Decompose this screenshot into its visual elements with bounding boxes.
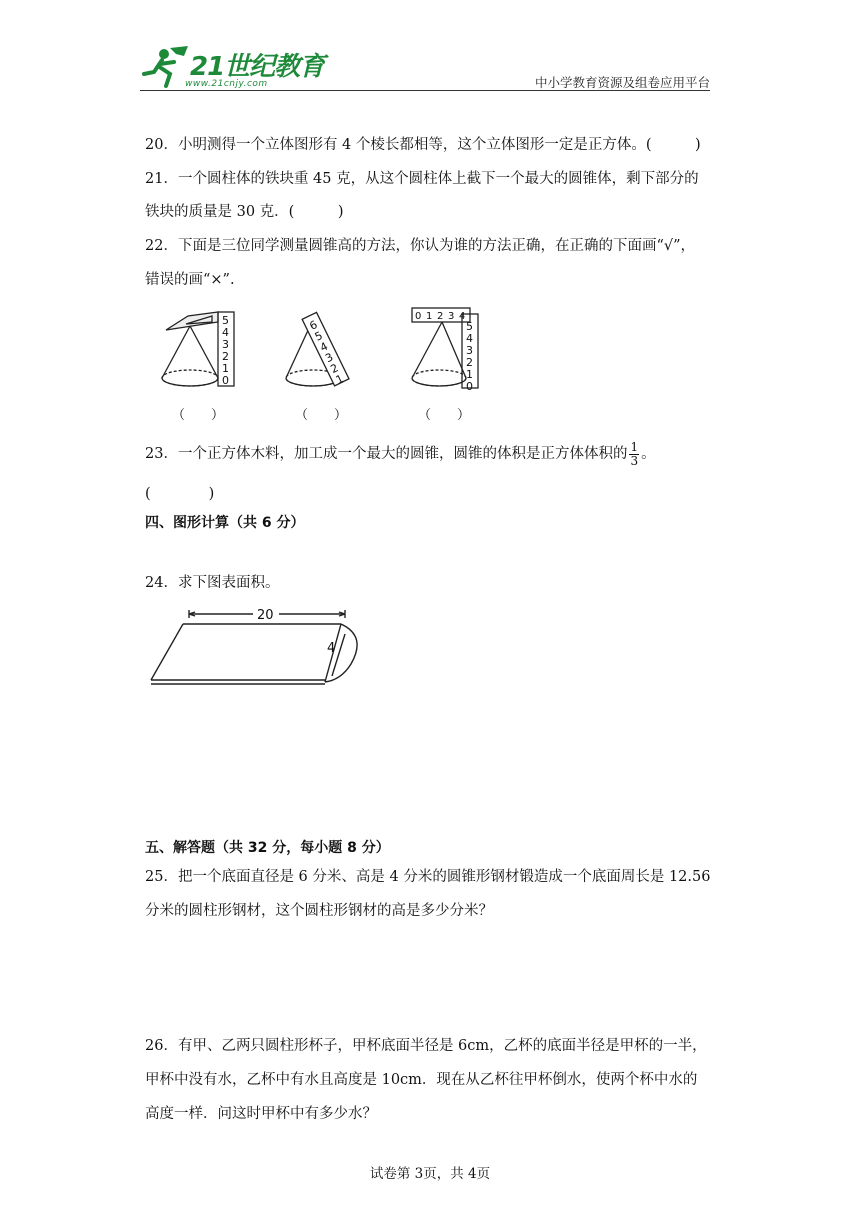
fraction-one-third [629,441,639,468]
question-20: 20．小明测得一个立体图形有 4 个棱长都相等，这个立体图形一定是正方体。( ) [145,137,701,153]
page-footer: 试卷第 3页，共 4页 [369,1166,491,1182]
fig3-tick: 3 [466,344,473,357]
fig2-answer-blank[interactable]: （ ） [295,408,348,423]
fig3-tick: 2 [466,356,473,369]
fig1-tick: 1 [222,362,229,375]
fig2-tick: 2 [328,361,341,377]
question-25-line1: 25．把一个底面直径是 6 分米、高是 4 分米的圆锥形钢材锻造成一个底面周长是 12.56 [145,869,711,885]
question-26-line3: 高度一样．问这时甲杯中有多少水？ [145,1106,377,1122]
fig1-tick: 3 [222,338,229,351]
half-cylinder-figure [145,600,365,690]
fig-height-label: 4 [327,641,336,656]
fig3-top-tick: 1 [426,311,433,322]
fig3-top-tick: 0 [415,311,422,322]
frac-numerator: 1 [630,439,639,454]
fig2-tick: 5 [312,328,325,344]
question-24: 24．求下图表面积。 [145,575,280,591]
question-25-line2: 分米的圆柱形钢材，这个圆柱形钢材的高是多少分米？ [145,903,493,919]
fig3-tick: 5 [466,320,473,333]
question-23-text: 23．一个正方体木料，加工成一个最大的圆锥，圆锥的体积是正方体体积的 [145,446,628,462]
question-21-line2: 铁块的质量是 30 克．( ) [145,204,344,220]
logo-text: 21世纪教育 [190,52,325,82]
frac-denominator: 3 [630,453,639,468]
fig3-tick: 0 [466,380,473,393]
fig3-top-tick: 4 [459,311,466,322]
section-4-title: 四、图形计算（共 6 分） [145,515,305,531]
fig3-tick: 1 [466,368,473,381]
fig3-top-tick: 2 [437,311,444,322]
question-23-blank[interactable]: ( ) [145,486,215,502]
question-26-line1: 26．有甲、乙两只圆柱形杯子，甲杯底面半径是 6cm，乙杯的底面半径是甲杯的一半， [145,1038,707,1054]
platform-name: 中小学教育资源及组卷应用平台 [534,75,710,90]
header-rule [140,90,710,91]
section-5-title: 五、解答题（共 32 分，每小题 8 分） [145,840,390,856]
question-21-line1: 21．一个圆柱体的铁块重 45 克，从这个圆柱体上截下一个最大的圆锥体，剩下部分的 [145,171,699,187]
cone-measurement-figures [150,300,490,396]
fig3-top-tick: 3 [448,311,455,322]
question-26-line2: 甲杯中没有水，乙杯中有水且高度是 10cm．现在从乙杯往甲杯倒水，使两个杯中水的 [145,1072,698,1088]
question-22-line1: 22．下面是三位同学测量圆锥高的方法，你认为谁的方法正确，在正确的下面画“√”， [145,238,696,254]
logo-url: www.21cnjy.com [185,79,268,89]
fig1-tick: 0 [222,374,229,387]
fig2-tick: 3 [323,350,336,366]
fig2-tick: 6 [307,318,320,333]
question-22-line2: 错误的画“×”. [145,272,235,288]
fig1-tick: 5 [222,314,229,327]
fig2-tick: 4 [318,339,331,355]
fig1-tick: 2 [222,350,229,363]
fig2-tick: 1 [333,372,346,387]
fig1-tick: 4 [222,326,229,339]
question-23 [145,440,656,468]
fig1-answer-blank[interactable]: （ ） [172,408,225,423]
fig3-tick: 4 [466,332,473,345]
fig-length-label: 20 [257,608,274,623]
fig3-answer-blank[interactable]: （ ） [418,408,471,423]
question-23-end: 。 [641,446,656,462]
